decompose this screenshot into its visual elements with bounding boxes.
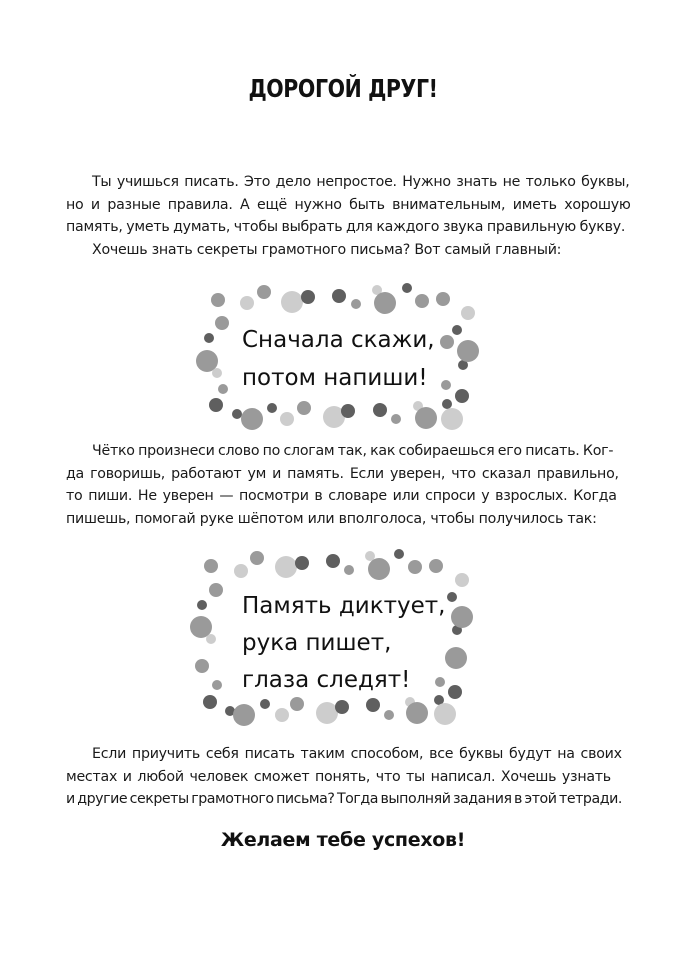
text-line: Чётко произнеси слово по слогам так, как собираешься его писать. Ког- — [92, 443, 614, 459]
quote-line: Память диктует, — [242, 593, 446, 619]
quote-line: потом напиши! — [242, 365, 428, 391]
text-line: Хочешь знать секреты грамотного письма? Вот самый главный: — [92, 241, 562, 258]
page-title: ДОРОГОЙ ДРУГ! — [248, 74, 438, 103]
text-line: память, уметь думать, чтобы выбрать для каждого звука правильную букву. — [66, 219, 626, 235]
quote-line: рука пишет, — [242, 630, 392, 656]
text-line: местах и любой человек сможет понять, что ты написал. Хочешь узнать — [66, 768, 611, 785]
text-line: и другие секреты грамотного письма? Тогда выполняй задания в этой тетради. — [66, 791, 622, 807]
outro-paragraph — [66, 743, 622, 811]
closing-wish: Желаем тебе успехов! — [220, 829, 466, 851]
quote-line: глаза следят! — [242, 667, 411, 693]
text-line: то пиши. Не уверен — посмотри в словаре или спроси у взрослых. Когда — [66, 488, 617, 504]
text-line: пишешь, помогай руке шёпотом или вполголоса, чтобы получилось так: — [66, 510, 597, 527]
text-line: Если приучить себя писать таким способом, все буквы будут на своих — [92, 746, 622, 762]
text-line: но и разные правила. А ещё нужно быть внимательным, иметь хорошую — [66, 196, 631, 213]
text-line: Ты учишься писать. Это дело непростое. Нужно знать не только буквы, — [92, 174, 630, 190]
quote-line: Сначала скажи, — [242, 327, 435, 353]
text-line: да говоришь, работают ум и память. Если уверен, что сказал правильно, — [66, 465, 619, 482]
quote-text-2 — [242, 588, 445, 699]
